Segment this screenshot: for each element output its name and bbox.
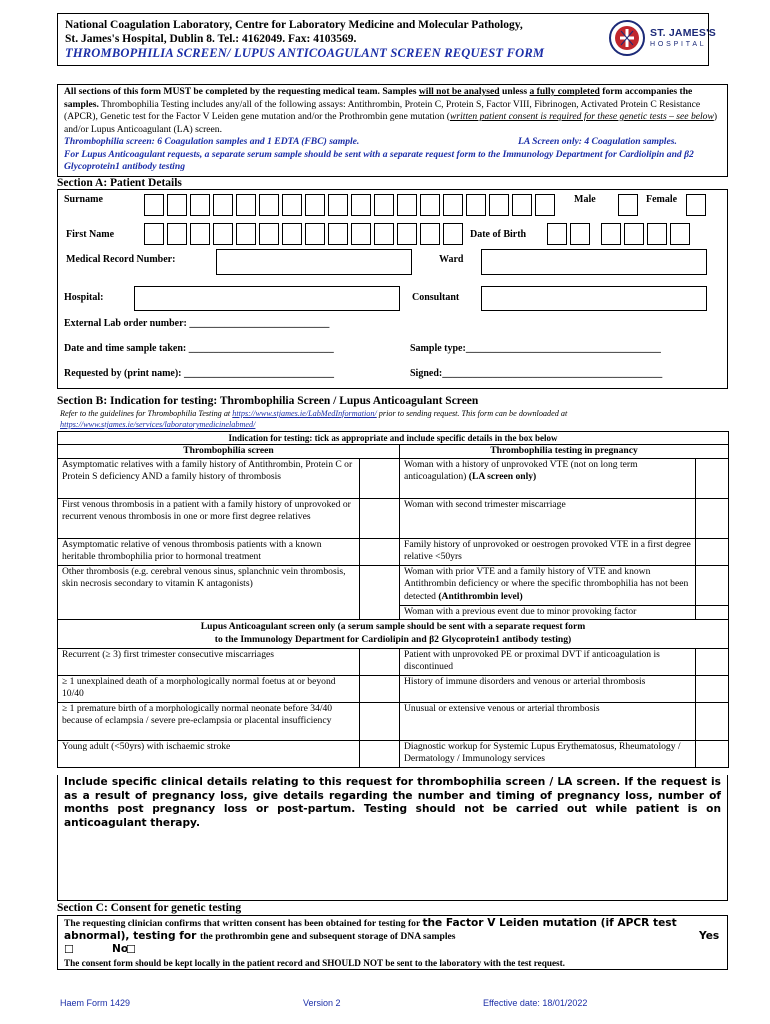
- consultant-input[interactable]: [481, 286, 707, 311]
- la-row-3-left: ≥ 1 premature birth of a morphologically normal neonate before 34/40 because of eclampsia / severe pre-eclampsia or placental insufficiency: [58, 703, 360, 741]
- thrombo-row-5-right-checkbox[interactable]: [696, 606, 729, 620]
- la-row-1-right-checkbox[interactable]: [696, 649, 729, 676]
- first-name-cell[interactable]: [443, 223, 463, 245]
- dob-cell[interactable]: [547, 223, 567, 245]
- thrombo-row-4-right-checkbox[interactable]: [696, 566, 729, 606]
- consent-text-2: the Factor V Leiden mutation (if APCR test abnormal), testing for: [64, 917, 677, 942]
- signed-field[interactable]: Signed:____________________________________________: [410, 368, 663, 379]
- guidelines-link[interactable]: https://www.stjames.ie/LabMedInformation/: [232, 409, 377, 418]
- intro-bold-1: All sections of this form MUST be completed by the requesting medical team. Samples: [64, 86, 419, 97]
- la-row-4-right-checkbox[interactable]: [696, 741, 729, 768]
- male-checkbox[interactable]: [618, 194, 638, 216]
- la-row-4-left-checkbox[interactable]: [360, 741, 400, 768]
- external-lab-field[interactable]: External Lab order number: ____________________________: [64, 318, 330, 329]
- guidelines-ref: [57, 408, 728, 430]
- ward-input[interactable]: [481, 249, 707, 275]
- thrombo-row-1-right-bold: (LA screen only): [468, 471, 537, 483]
- first-name-cell[interactable]: [374, 223, 394, 245]
- guidelines-text: Refer to the guidelines for Thrombophilia Testing at: [60, 409, 233, 418]
- table-header: Indication for testing: tick as appropriate and include specific details in the box below: [58, 432, 729, 445]
- surname-cell[interactable]: [443, 194, 463, 216]
- surname-cell[interactable]: [489, 194, 509, 216]
- intro-assays: Thrombophilia Testing includes any/all of the following assays: Antithrombin, Protein C, Protein S, Factor VIII, Fibrinogen, Activated Protein C Resistance (APCR), Genetic test for the Factor V Leiden gene mutation and/or the Prothrombin gene mutation (: [64, 98, 701, 122]
- surname-cell[interactable]: [535, 194, 555, 216]
- female-checkbox[interactable]: [686, 194, 706, 216]
- hospital-input[interactable]: [134, 286, 400, 311]
- surname-cell[interactable]: [282, 194, 302, 216]
- thrombo-row-4-left: Other thrombosis (e.g. cerebral venous sinus, splanchnic vein thrombosis, skin necrosis secondary to vitamin K antagonists): [58, 566, 360, 620]
- intro-fully-completed: a fully completed: [529, 86, 600, 97]
- consent-no-checkbox-icon[interactable]: ☐: [126, 943, 136, 956]
- thrombo-row-3-right: Family history of unprovoked or oestrogen provoked VTE in a first degree relative <50yrs: [400, 539, 696, 566]
- indication-table: [57, 431, 729, 768]
- surname-cell[interactable]: [420, 194, 440, 216]
- col-pregnancy: Thrombophilia testing in pregnancy: [400, 445, 729, 459]
- thrombo-row-4-right-bold: (Antithrombin level): [438, 590, 523, 602]
- surname-cell[interactable]: [190, 194, 210, 216]
- la-row-3-right-checkbox[interactable]: [696, 703, 729, 741]
- hospital-label: Hospital:: [64, 292, 104, 303]
- dob-cell[interactable]: [624, 223, 644, 245]
- consent-text-4: and subsequent storage of DNA samples: [289, 931, 456, 942]
- first-name-cell[interactable]: [167, 223, 187, 245]
- thrombo-row-3-right-checkbox[interactable]: [696, 539, 729, 566]
- thrombo-row-2-left: First venous thrombosis in a patient with a family history of unprovoked or recurrent venous thrombosis in one or more first degree relatives: [58, 499, 360, 539]
- thrombo-row-3-left-checkbox[interactable]: [360, 539, 400, 566]
- first-name-cell[interactable]: [259, 223, 279, 245]
- surname-cell[interactable]: [144, 194, 164, 216]
- first-name-cell[interactable]: [213, 223, 233, 245]
- consent-yes-label: Yes: [699, 930, 720, 942]
- section-c-title: Section C: Consent for genetic testing: [57, 902, 242, 914]
- intro-bold-2: form accompanies the samples.: [64, 86, 693, 110]
- download-link[interactable]: https://www.stjames.ie/services/laboratorymedicinelabmed/: [60, 420, 256, 429]
- surname-cell[interactable]: [512, 194, 532, 216]
- la-row-2-right: History of immune disorders and venous or arterial thrombosis: [400, 676, 696, 703]
- la-row-1-left: Recurrent (≥ 3) first trimester consecutive miscarriages: [58, 649, 360, 676]
- form-title: THROMBOPHILIA SCREEN/ LUPUS ANTICOAGULANT SCREEN REQUEST FORM: [65, 46, 545, 60]
- first-name-cell[interactable]: [397, 223, 417, 245]
- thrombo-row-1-right-text: Woman with a history of unprovoked VTE (not on long term anticoagulation): [404, 459, 638, 483]
- surname-cell[interactable]: [259, 194, 279, 216]
- first-name-cell[interactable]: [328, 223, 348, 245]
- thrombo-row-4-right-text: Woman with prior VTE and a family history of VTE and known Antithrombin deficiency or where the specific thrombophilia has not been detected: [404, 566, 689, 602]
- la-header-1: Lupus Anticoagulant screen only (a serum sample should be sent with a separate request form: [200, 621, 586, 633]
- la-row-2-right-checkbox[interactable]: [696, 676, 729, 703]
- la-serum-note: For Lupus Anticoagulant requests, a separate serum sample should be sent with a separate request form to the Immunology Department for Cardiolipin and β2 Glycoprotein1 antibody testing: [64, 148, 694, 172]
- hospital-logo: [608, 18, 716, 62]
- surname-cell[interactable]: [466, 194, 486, 216]
- section-a-box: [57, 189, 728, 389]
- hospital-crest-icon: [608, 18, 646, 58]
- intro-not-analysed: will not be analysed: [418, 86, 500, 97]
- thrombo-row-2-right: Woman with second trimester miscarriage: [400, 499, 696, 539]
- footer-form-number: Haem Form 1429: [60, 998, 131, 1008]
- date-time-field[interactable]: Date and time sample taken: _____________________________: [64, 343, 334, 354]
- requested-by-field[interactable]: Requested by (print name): ______________________________: [64, 368, 334, 379]
- surname-cell[interactable]: [397, 194, 417, 216]
- dob-cell[interactable]: [601, 223, 621, 245]
- la-row-2-left: ≥ 1 unexplained death of a morphologically normal foetus at or beyond 10/40: [58, 676, 360, 703]
- consent-no-label: No: [112, 943, 129, 955]
- first-name-cell[interactable]: [282, 223, 302, 245]
- first-name-cell[interactable]: [305, 223, 325, 245]
- dob-cell[interactable]: [647, 223, 667, 245]
- surname-cell[interactable]: [167, 194, 187, 216]
- surname-cell[interactable]: [213, 194, 233, 216]
- surname-cell[interactable]: [305, 194, 325, 216]
- la-row-4-right: Diagnostic workup for Systemic Lupus Erythematosus, Rheumatology / Dermatology / Immunology services: [400, 741, 696, 768]
- thrombo-row-1-left: Asymptomatic relatives with a family history of Antithrombin, Protein C or Protein S deficiency AND a family history of thrombosis: [58, 459, 360, 499]
- intro-unless: unless: [499, 86, 530, 97]
- clinical-details-instructions: Include specific clinical details relating to this request for thrombophilia screen / LA screen. If the request is as a result of pregnancy loss, give details regarding the number and timing of pregnancy loss, number of months post pregnancy loss or post-partum. Testing should not be carried out while patient is on anticoagulant therapy.: [64, 776, 721, 829]
- la-row-1-right: Patient with unprovoked PE or proximal DVT if anticoagulation is discontinued: [400, 649, 696, 676]
- la-row-2-left-checkbox[interactable]: [360, 676, 400, 703]
- la-row-3-left-checkbox[interactable]: [360, 703, 400, 741]
- consent-text-1: The requesting clinician confirms that written consent has been obtained for testing for: [64, 918, 423, 929]
- mrn-input[interactable]: [216, 249, 412, 275]
- section-a-title: Section A: Patient Details: [57, 177, 182, 189]
- thrombo-row-4-left-checkbox[interactable]: [360, 566, 400, 620]
- hospital-address: St. James's Hospital, Dublin 8. Tel.: 4162049. Fax: 4103569.: [65, 33, 357, 45]
- consent-checkbox-icon[interactable]: ☐: [64, 943, 74, 956]
- thrombo-row-2-right-checkbox[interactable]: [696, 499, 729, 539]
- surname-cell[interactable]: [351, 194, 371, 216]
- la-sample-note: LA Screen only: 4 Coagulation samples.: [518, 136, 677, 147]
- la-header-2: to the Immunology Department for Cardiolipin and β2 Glycoprotein1 antibody testing): [214, 633, 572, 645]
- consent-text-3: the prothrombin gene: [200, 931, 290, 942]
- first-name-cell[interactable]: [144, 223, 164, 245]
- thrombo-sample-note: Thrombophilia screen: 6 Coagulation samples and 1 EDTA (FBC) sample.: [64, 136, 360, 147]
- thrombo-row-3-left: Asymptomatic relative of venous thrombosis patients with a known heritable thrombophilia prior to hormonal treatment: [58, 539, 360, 566]
- clinical-details-box[interactable]: [57, 775, 728, 901]
- logo-name: ST. JAMES'S: [650, 27, 716, 39]
- header-box: [57, 13, 716, 66]
- dob-cell[interactable]: [670, 223, 690, 245]
- sample-type-field[interactable]: Sample type:_______________________________________: [410, 343, 661, 354]
- col-thrombophilia: Thrombophilia screen: [58, 445, 400, 459]
- dob-cell[interactable]: [570, 223, 590, 245]
- surname-cell[interactable]: [328, 194, 348, 216]
- mrn-label: Medical Record Number:: [66, 254, 176, 265]
- consultant-label: Consultant: [412, 292, 460, 303]
- footer-version: Version 2: [303, 998, 341, 1008]
- first-name-cell[interactable]: [420, 223, 440, 245]
- thrombo-row-2-left-checkbox[interactable]: [360, 499, 400, 539]
- lab-name: National Coagulation Laboratory, Centre for Laboratory Medicine and Molecular Pathology,: [65, 19, 523, 31]
- first-name-label: First Name: [66, 229, 115, 240]
- footer-date: Effective date: 18/01/2022: [483, 998, 588, 1008]
- dob-label: Date of Birth: [470, 229, 527, 240]
- first-name-cell[interactable]: [236, 223, 256, 245]
- logo-sub: HOSPITAL: [650, 41, 707, 48]
- surname-cell[interactable]: [236, 194, 256, 216]
- intro-box: [57, 84, 728, 177]
- female-label: Female: [646, 194, 678, 205]
- ward-label: Ward: [439, 254, 464, 265]
- intro-consent-note: written patient consent is required for these genetic tests – see below: [449, 111, 714, 122]
- first-name-cell[interactable]: [351, 223, 371, 245]
- la-row-4-left: Young adult (<50yrs) with ischaemic stroke: [58, 741, 360, 768]
- la-header: [58, 620, 729, 649]
- surname-label: Surname: [64, 194, 103, 205]
- la-row-3-right: Unusual or extensive venous or arterial thrombosis: [400, 703, 696, 741]
- first-name-cell[interactable]: [190, 223, 210, 245]
- thrombo-row-5-right: Woman with a previous event due to minor provoking factor: [400, 606, 696, 620]
- thrombo-row-4-right: [400, 566, 696, 606]
- thrombo-row-1-right: [400, 459, 696, 499]
- thrombo-row-1-left-checkbox[interactable]: [360, 459, 400, 499]
- consent-note: The consent form should be kept locally in the patient record and SHOULD NOT be sent to the laboratory with the test request.: [64, 958, 565, 968]
- male-label: Male: [574, 194, 596, 205]
- download-text: prior to sending request. This form can be downloaded at: [376, 409, 568, 418]
- la-row-1-left-checkbox[interactable]: [360, 649, 400, 676]
- consent-box: [57, 915, 728, 970]
- intro-end: ) and/or Lupus Anticoagulant (LA) screen.: [64, 111, 718, 135]
- surname-cell[interactable]: [374, 194, 394, 216]
- section-b-title: Section B: Indication for testing: Thrombophilia Screen / Lupus Anticoagulant Screen: [57, 395, 479, 407]
- thrombo-row-1-right-checkbox[interactable]: [696, 459, 729, 499]
